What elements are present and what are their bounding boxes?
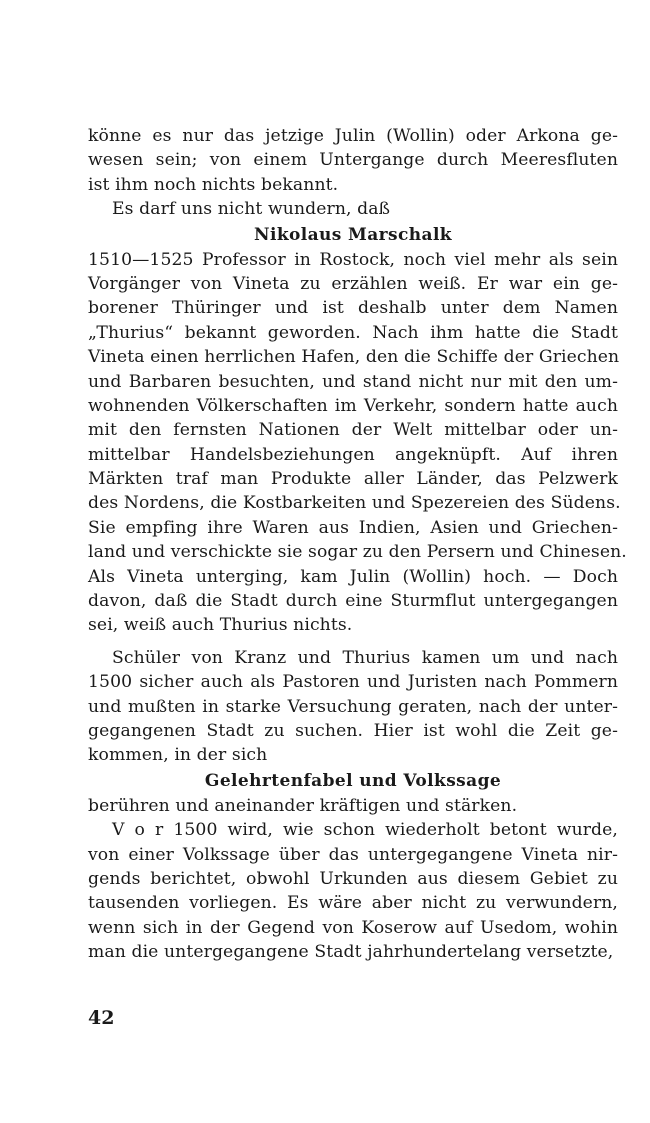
- text-line: Märkten traf man Produkte aller Länder, das Pelzwerk: [88, 469, 618, 490]
- paragraph: [88, 197, 618, 221]
- text-line: gegangenen Stadt zu suchen. Hier ist wohl die Zeit ge-: [88, 720, 618, 741]
- section-heading: Nikolaus Marschalk: [254, 224, 452, 245]
- text-line: gends berichtet, obwohl Urkunden aus diesem Gebiet zu: [88, 868, 618, 889]
- text-line: könne es nur das jetzige Julin (Wollin) oder Arkona ge-: [88, 126, 618, 146]
- paragraph: [88, 794, 618, 818]
- text-line: wesen sein; von einem Untergange durch Meeresfluten: [88, 150, 618, 171]
- paragraph: [88, 646, 618, 768]
- text-line: des Nordens, die Kostbarkeiten und Spezereien des Südens.: [88, 493, 621, 514]
- text-line: 1500 sicher auch als Pastoren und Juristen nach Pommern: [88, 672, 618, 693]
- text-line: Als Vineta unterging, kam Julin (Wollin) hoch. — Doch: [88, 566, 618, 587]
- text-line: borener Thüringer und ist deshalb unter dem Namen: [88, 298, 618, 319]
- text-line: kommen, in der sich: [88, 745, 268, 766]
- section-heading: Gelehrtenfabel und Volkssage: [204, 770, 502, 791]
- text-line: berühren und aneinander kräftigen und stärken.: [88, 795, 518, 816]
- text-line: land und verschickte sie sogar zu den Persern und Chinesen.: [88, 542, 627, 563]
- text-line: V o r 1500 wird, wie schon wiederholt betont wurde,: [112, 820, 618, 841]
- text-line: ist ihm noch nichts bekannt.: [88, 174, 339, 195]
- text-line: Vineta einen herrlichen Hafen, den die Schiffe der Griechen: [88, 347, 620, 368]
- text-line: man die untergegangene Stadt jahrhundertelang versetzte,: [88, 942, 614, 963]
- paragraph-gap: [88, 638, 618, 646]
- text-line: und mußten in starke Versuchung geraten, nach der unter-: [88, 696, 618, 717]
- text-line: mittelbar Handelsbeziehungen angeknüpft. Auf ihren: [88, 444, 618, 465]
- text-line: sei, weiß auch Thurius nichts.: [88, 615, 353, 636]
- text-line: mit den fernsten Nationen der Welt mittelbar oder un-: [88, 420, 618, 441]
- text-line: wenn sich in der Gegend von Koserow auf Usedom, wohin: [88, 917, 618, 938]
- paragraph: [88, 124, 618, 197]
- text-line: „Thurius“ bekannt geworden. Nach ihm hatte die Stadt: [88, 322, 618, 343]
- text-line: Schüler von Kranz und Thurius kamen um und nach: [112, 647, 618, 668]
- text-line: 1510—1525 Professor in Rostock, noch viel mehr als sein: [88, 249, 618, 270]
- text-line: und Barbaren besuchten, und stand nicht nur mit den um-: [88, 371, 618, 392]
- page-body: [88, 124, 627, 965]
- text-line: Sie empfing ihre Waren aus Indien, Asien und Griechen-: [88, 517, 618, 538]
- text-line: davon, daß die Stadt durch eine Sturmflut untergegangen: [88, 591, 618, 612]
- paragraph: [88, 818, 618, 964]
- page-number: 42: [88, 1007, 115, 1029]
- text-line: Vorgänger von Vineta zu erzählen weiß. Er war ein ge-: [88, 273, 618, 294]
- text-line: von einer Volkssage über das untergegangene Vineta nir-: [88, 844, 618, 865]
- paragraph: [88, 248, 627, 638]
- text-line: tausenden vorliegen. Es wäre aber nicht zu verwundern,: [88, 893, 618, 914]
- text-line: wohnenden Völkerschaften im Verkehr, sondern hatte auch: [88, 395, 618, 416]
- text-line: Es darf uns nicht wundern, daß: [112, 199, 391, 220]
